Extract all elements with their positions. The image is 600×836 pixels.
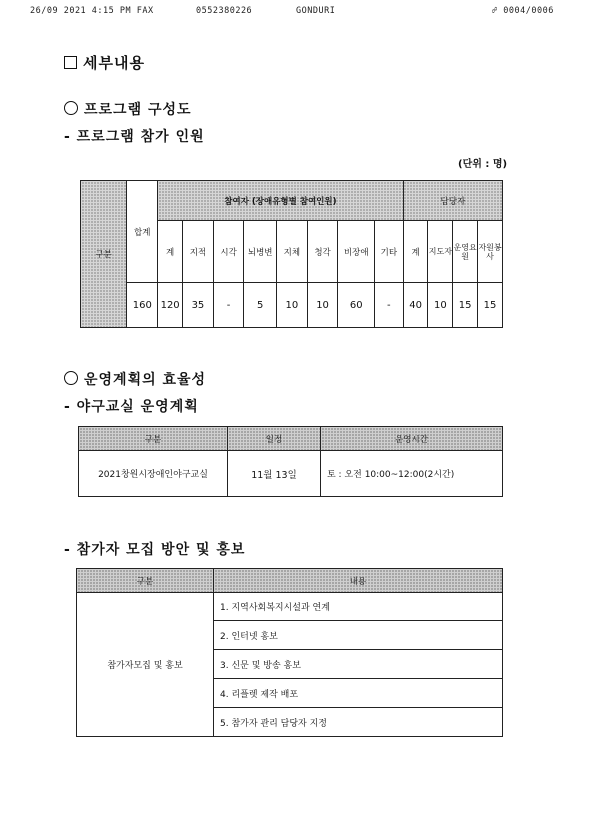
recruit-item: 2. 인터넷 홍보 — [214, 621, 503, 650]
participant-value: 35 — [183, 283, 214, 328]
participant-col: 시각 — [213, 221, 244, 283]
program-heading — [64, 99, 192, 119]
checkbox-square-icon — [64, 56, 77, 69]
recruit-subheading: - 참가자 모집 방안 및 홍보 — [64, 542, 246, 558]
participant-col: 뇌병변 — [244, 221, 277, 283]
staff-col: 운영요원 — [453, 221, 478, 283]
section-title-text: 세부내용 — [83, 54, 145, 72]
participant-col: 비장애 — [338, 221, 375, 283]
participant-col: 계 — [158, 221, 183, 283]
participant-value: 10 — [307, 283, 338, 328]
participants-header: 참여자 (장애유형별 참여인원) — [158, 181, 404, 221]
col-total: 합계 — [127, 181, 158, 283]
recruit-header: 구분 — [77, 569, 214, 593]
total-value: 160 — [127, 283, 158, 328]
section-title — [64, 52, 145, 73]
recruit-category: 참가자모집 및 홍보 — [77, 593, 214, 737]
fax-sender: GONDURI — [296, 6, 336, 16]
participant-table — [80, 180, 503, 328]
op-header: 일정 — [228, 427, 321, 451]
fax-datetime: 26/09 2021 4:15 PM FAX — [30, 6, 154, 16]
program-heading-text: 프로그램 구성도 — [84, 102, 192, 118]
operation-row — [79, 451, 503, 497]
staff-value: 15 — [478, 283, 503, 328]
circle-bullet-icon — [64, 101, 78, 115]
participant-value: 60 — [338, 283, 375, 328]
staff-col: 자원봉사 — [478, 221, 503, 283]
participant-value: 10 — [277, 283, 308, 328]
operation-table — [78, 426, 503, 497]
participant-col: 청각 — [307, 221, 338, 283]
recruit-item: 4. 리플렛 제작 배포 — [214, 679, 503, 708]
value-row — [81, 283, 503, 328]
fax-page — [492, 6, 554, 16]
staff-col: 계 — [403, 221, 428, 283]
staff-col: 지도자 — [428, 221, 453, 283]
program-subheading: - 프로그램 참가 인원 — [64, 129, 205, 145]
recruit-item: 1. 지역사회복지시설과 연계 — [214, 593, 503, 621]
op-cell: 토 : 오전 10:00~12:00(2시간) — [321, 451, 503, 497]
staff-value: 10 — [428, 283, 453, 328]
operation-heading-text: 운영계획의 효율성 — [84, 372, 207, 388]
col-gubun: 구분 — [81, 181, 127, 328]
circle-bullet-icon — [64, 371, 78, 385]
op-cell: 2021창원시장애인야구교실 — [79, 451, 228, 497]
fax-page-number: 0004/0006 — [503, 6, 554, 16]
operation-subheading: - 야구교실 운영계획 — [64, 399, 199, 415]
recruit-item: 5. 참가자 관리 담당자 지정 — [214, 708, 503, 737]
participant-col: 지적 — [183, 221, 214, 283]
participant-value: - — [213, 283, 244, 328]
participant-col: 지체 — [277, 221, 308, 283]
operation-header-row — [79, 427, 503, 451]
participant-value: 120 — [158, 283, 183, 328]
recruit-item: 3. 신문 및 방송 홍보 — [214, 650, 503, 679]
participant-col: 기타 — [375, 221, 404, 283]
staff-value: 15 — [453, 283, 478, 328]
fax-page-icon: ☍ — [492, 6, 498, 16]
op-header: 구분 — [79, 427, 228, 451]
recruit-header: 내용 — [214, 569, 503, 593]
recruit-row — [77, 593, 503, 621]
recruit-table — [76, 568, 503, 737]
staff-value: 40 — [403, 283, 428, 328]
participant-value: - — [375, 283, 404, 328]
recruit-header-row — [77, 569, 503, 593]
unit-label: (단위 : 명) — [458, 159, 508, 170]
staff-header: 담당자 — [403, 181, 502, 221]
fax-number: 0552380226 — [196, 6, 253, 16]
op-header: 운영시간 — [321, 427, 503, 451]
op-cell: 11월 13일 — [228, 451, 321, 497]
participant-value: 5 — [244, 283, 277, 328]
operation-heading — [64, 369, 206, 389]
